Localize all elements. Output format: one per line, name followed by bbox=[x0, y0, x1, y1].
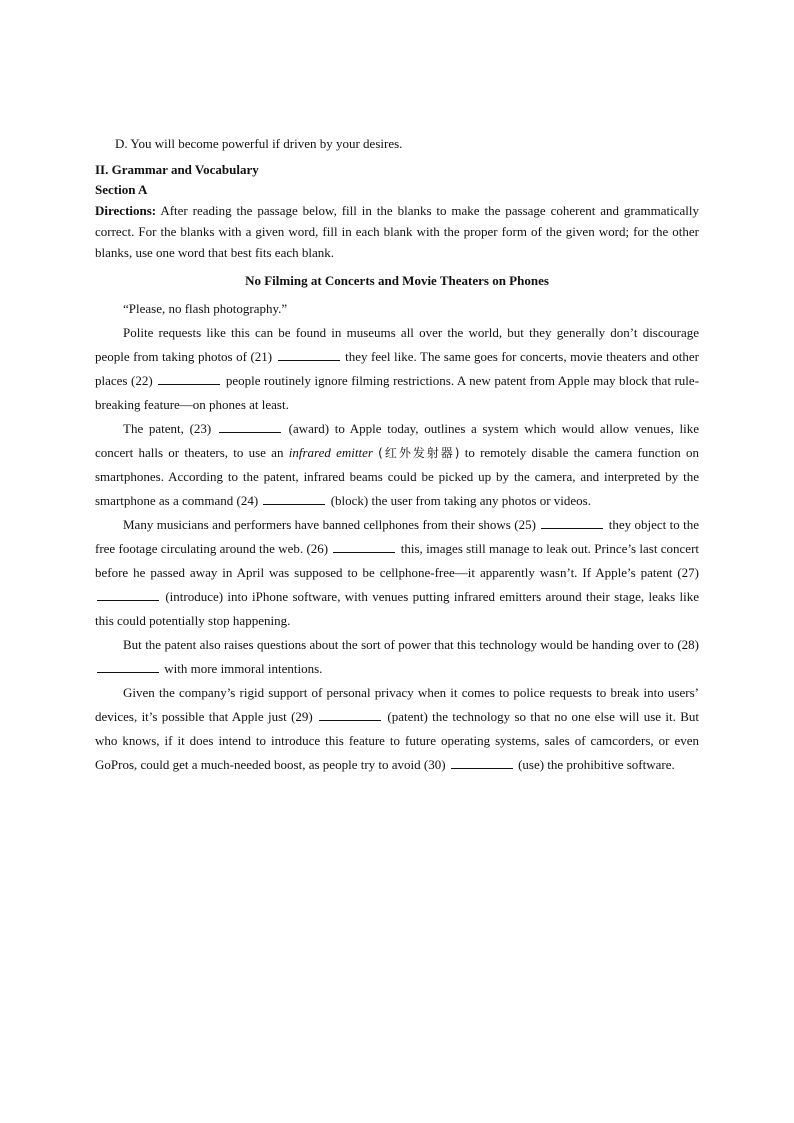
paragraph-5 bbox=[95, 633, 699, 681]
blank-22[interactable] bbox=[158, 372, 220, 385]
paragraph-text: Given the company’s rigid support of personal privacy when it comes to police requests to break into users’ devices, it’s possible that Apple just (29) bbox=[95, 685, 699, 724]
paragraph-text: Many musicians and performers have banned cellphones from their shows (25) bbox=[123, 517, 536, 532]
paragraph-text: with more immoral intentions. bbox=[164, 661, 323, 676]
paragraph-text: people routinely ignore filming restrictions. A new patent from Apple may block that rule-breaking feature—on phones at least. bbox=[95, 373, 700, 412]
infrared-emitter-term: infrared emitter bbox=[288, 445, 373, 460]
paragraph-1: “Please, no flash photography.” bbox=[123, 301, 288, 316]
answer-option-d: D. You will become powerful if driven by your desires. bbox=[115, 136, 403, 151]
paragraph-text: Polite requests like this can be found in museums all over the world, but they generally don’t discourage people from taking photos of (21) bbox=[95, 325, 699, 364]
blank-25[interactable] bbox=[541, 516, 603, 529]
paragraph-6 bbox=[95, 681, 699, 777]
paragraph-text: The patent, (23) bbox=[123, 421, 212, 436]
blank-30[interactable] bbox=[451, 756, 513, 769]
paragraph-2 bbox=[95, 321, 699, 417]
blank-21[interactable] bbox=[278, 348, 340, 361]
paragraph-text: they object to the free footage circulating around the web. (26) bbox=[95, 517, 700, 556]
directions-text: After reading the passage below, fill in the blanks to make the passage coherent and grammatically correct. For the blanks with a given word, fill in each blank with the proper form of the given word; for the other blanks, use one word that best fits each blank. bbox=[95, 203, 699, 260]
paragraph-text: (use) the prohibitive software. bbox=[518, 757, 675, 772]
paragraph-3 bbox=[95, 417, 699, 513]
paragraph-text: (introduce) into iPhone software, with venues putting infrared emitters around their stage, leaks like this could potentially stop happening. bbox=[95, 589, 699, 628]
blank-29[interactable] bbox=[319, 708, 381, 721]
blank-27[interactable] bbox=[97, 588, 159, 601]
section-heading: II. Grammar and Vocabulary bbox=[95, 162, 259, 177]
paragraph-text: But the patent also raises questions about the sort of power that this technology would be handing over to (28) bbox=[123, 637, 699, 652]
paragraph-text: (block) the user from taking any photos or videos. bbox=[330, 493, 591, 508]
worksheet-page bbox=[95, 133, 699, 777]
paragraph-text: to remotely disable the camera function on smartphones. According to the patent, infrared beams could be picked up by the camera, and interpreted by the smartphone as a command (24) bbox=[95, 445, 700, 508]
blank-23[interactable] bbox=[219, 420, 281, 433]
directions bbox=[95, 200, 699, 263]
blank-28[interactable] bbox=[97, 660, 159, 673]
blank-26[interactable] bbox=[333, 540, 395, 553]
paragraph-4 bbox=[95, 513, 699, 633]
directions-label: Directions: bbox=[95, 203, 157, 218]
paragraph-text: (award) to Apple today, outlines a system which would allow venues, like concert halls or theaters, to use an bbox=[95, 421, 700, 460]
chinese-gloss: (红外发射器) bbox=[378, 446, 460, 460]
paragraph-text: (patent) the technology so that no one else will use it. But who knows, if it does intend to introduce this feature to future operating systems, sales of camcorders, or even GoPros, could get a much-needed boost, as people try to avoid (30) bbox=[95, 709, 700, 772]
subsection-heading: Section A bbox=[95, 182, 148, 197]
blank-24[interactable] bbox=[263, 492, 325, 505]
passage-title: No Filming at Concerts and Movie Theaters on Phones bbox=[245, 273, 549, 288]
paragraph-text: they feel like. The same goes for concerts, movie theaters and other places (22) bbox=[95, 349, 699, 388]
paragraph-text: this, images still manage to leak out. Prince’s last concert before he passed away in April was supposed to be cellphone-free—it apparently wasn’t. If Apple’s patent (27) bbox=[95, 541, 700, 580]
